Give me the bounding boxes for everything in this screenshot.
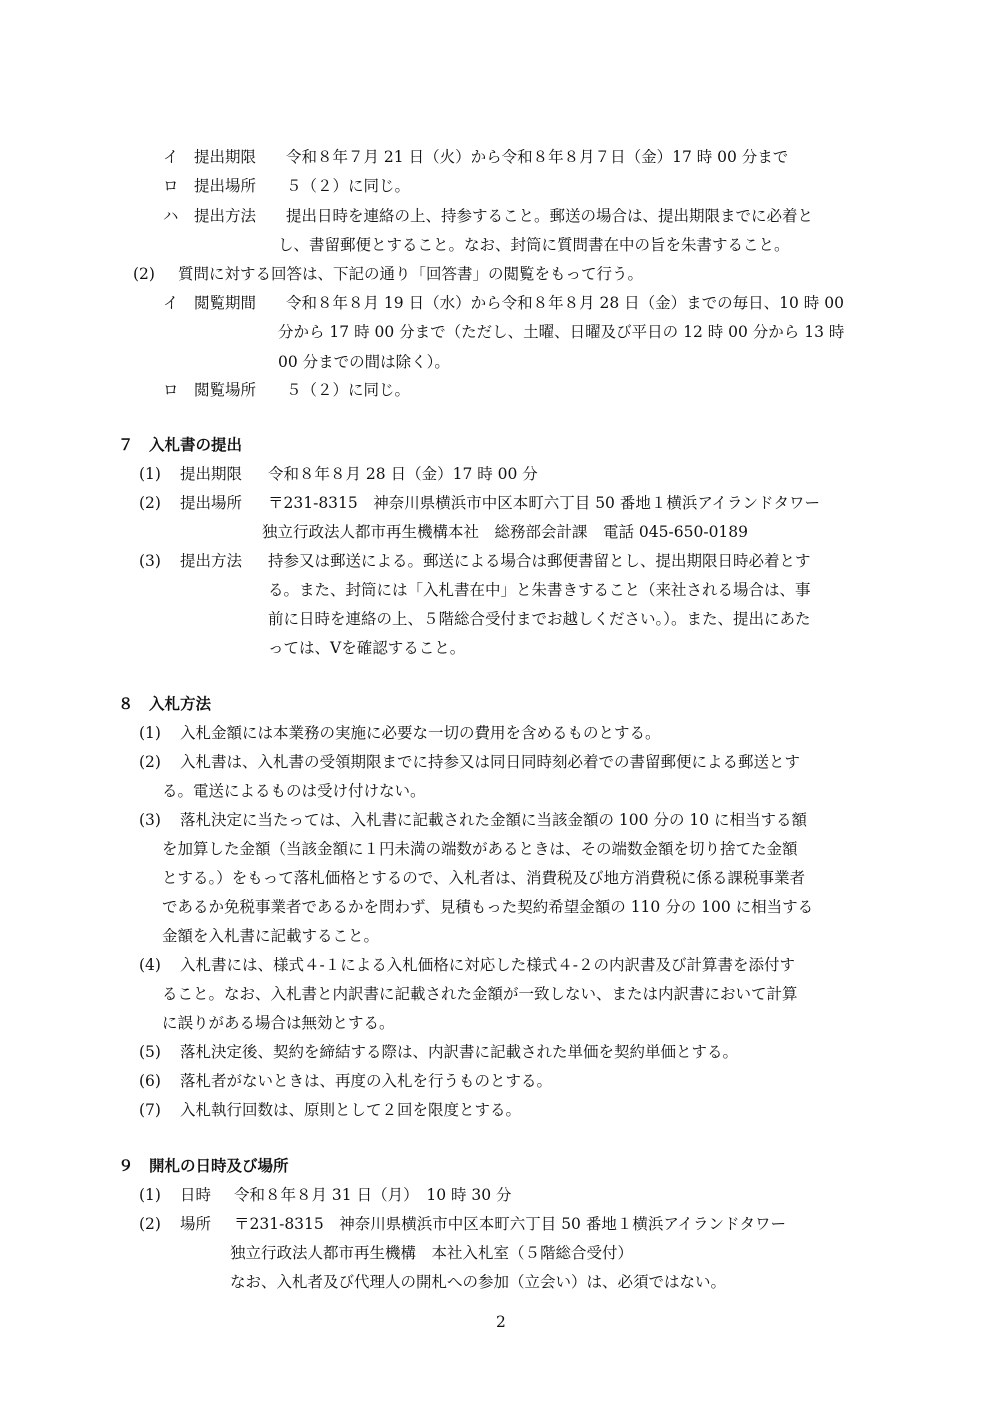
sec8-item1-text: 入札金額には本業務の実施に必要な一切の費用を含めるものとする。 [180,724,661,742]
sec7-item1-number: (1) [139,465,161,483]
sec7-item3-number: (3) [139,552,161,570]
sec8-item5-text: 落札決定後、契約を締結する際は、内訳書に記載された単価を契約単価とする。 [180,1043,739,1061]
sec9-item2-text-3: なお、入札者及び代理人の開札への参加（立会い）は、必須ではない。 [230,1273,727,1291]
sec6-method-label: ハ 提出方法 [163,207,257,225]
sec8-item4-text-1: 入札書には、様式４-１による入札価格に対応した様式４-２の内訳書及び計算書を添付す [180,956,795,974]
sec7-item3-text-4: っては、Ⅴを確認すること。 [268,639,466,657]
sec8-item4-text-3: に誤りがある場合は無効とする。 [162,1014,395,1032]
sec9-item1-text: 令和８年８月 31 日（月） 10 時 30 分 [234,1186,512,1204]
sec9-item2-number: (2) [139,1215,161,1233]
sec6-viewing-period-label: イ 閲覧期間 [163,294,257,312]
sec9-item2-text-2: 独立行政法人都市再生機構 本社入札室（５階総合受付） [230,1244,634,1262]
sec8-item5-number: (5) [139,1043,161,1061]
sec8-item3-text-3: とする。）をもって落札価格とするので、入札者は、消費税及び地方消費税に係る課税事業者 [162,869,805,887]
sec8-item4-number: (4) [139,956,161,974]
sec8-item6-number: (6) [139,1072,161,1090]
sec8-item7-text: 入札執行回数は、原則として２回を限度とする。 [180,1101,522,1119]
sec6-place-label: ロ 提出場所 [163,177,257,195]
sec7-item3-text-2: る。また、封筒には「入札書在中」と朱書きすること（来社される場合は、事 [268,581,811,599]
sec7-item2-label: 提出場所 [180,494,243,512]
sec7-item2-number: (2) [139,494,161,512]
sec9-heading: ９ 開札の日時及び場所 [118,1157,289,1175]
sec7-item3-text-3: 前に日時を連絡の上、５階総合受付までお越しください。）。また、提出にあた [268,610,811,628]
sec7-item1-text: 令和８年８月 28 日（金）17 時 00 分 [268,465,538,483]
sec6-viewing-period-text-1: 令和８年８月 19 日（水）から令和８年８月 28 日（金）までの毎日、10 時 00 [286,294,844,312]
sec9-item1-label: 日時 [180,1186,212,1204]
sec8-heading: ８ 入札方法 [118,695,212,713]
sec6-method-text-1: 提出日時を連絡の上、持参すること。郵送の場合は、提出期限までに必着と [286,207,814,225]
sec7-item2-text-2: 独立行政法人都市再生機構本社 総務部会計課 電話 045-650-0189 [262,523,749,541]
sec8-item2-number: (2) [139,753,161,771]
sec8-item3-number: (3) [139,811,161,829]
sec6-method-text-2: し、書留郵便とすること。なお、封筒に質問書在中の旨を朱書すること。 [278,236,790,254]
sec6-item2-number: (2) [133,265,155,283]
sec7-item2-text-1: 〒231-8315 神奈川県横浜市中区本町六丁目 50 番地１横浜アイランドタワー [268,494,820,512]
sec7-heading: ７ 入札書の提出 [118,436,243,454]
sec8-item4-text-2: ること。なお、入札書と内訳書に記載された金額が一致しない、または内訳書において計算 [162,985,798,1003]
sec8-item3-text-1: 落札決定に当たっては、入札書に記載された金額に当該金額の 100 分の 10 に相当する額 [180,811,808,829]
sec7-item3-label: 提出方法 [180,552,243,570]
sec6-viewing-period-text-3: 00 分までの間は除く）。 [278,353,450,371]
sec8-item6-text: 落札者がないときは、再度の入札を行うものとする。 [180,1072,553,1090]
sec6-item2-text: 質問に対する回答は、下記の通り「回答書」の閲覧をもって行う。 [178,265,644,283]
sec6-viewing-period-text-2: 分から 17 時 00 分まで（ただし、土曜、日曜及び平日の 12 時 00 分から 13 時 [278,323,845,341]
sec8-item3-text-2: を加算した金額（当該金額に１円未満の端数があるときは、その端数金額を切り捨てた金額 [162,840,798,858]
sec6-place-text: ５（２）に同じ。 [286,177,411,195]
sec8-item7-number: (7) [139,1101,161,1119]
sec9-item2-text-1: 〒231-8315 神奈川県横浜市中区本町六丁目 50 番地１横浜アイランドタワー [234,1215,786,1233]
sec8-item3-text-5: 金額を入札書に記載すること。 [162,927,380,945]
sec7-item1-label: 提出期限 [180,465,243,483]
sec8-item1-number: (1) [139,724,161,742]
sec6-deadline-text: 令和８年７月 21 日（火）から令和８年８月７日（金）17 時 00 分まで [286,148,789,166]
sec9-item1-number: (1) [139,1186,161,1204]
sec6-deadline-label: イ 提出期限 [163,148,257,166]
sec8-item2-text-1: 入札書は、入札書の受領期限までに持参又は同日同時刻必着での書留郵便による郵送とす [180,753,801,771]
page-number: 2 [496,1313,506,1331]
sec9-item2-label: 場所 [180,1215,212,1233]
sec8-item2-text-2: る。電送によるものは受け付けない。 [162,782,426,800]
sec6-viewing-place-text: ５（２）に同じ。 [286,381,411,399]
sec8-item3-text-4: であるか免税事業者であるかを問わず、見積もった契約希望金額の 110 分の 100 に相当する [162,898,814,916]
sec6-viewing-place-label: ロ 閲覧場所 [163,381,257,399]
sec7-item3-text-1: 持参又は郵送による。郵送による場合は郵便書留とし、提出期限日時必着とす [268,552,811,570]
